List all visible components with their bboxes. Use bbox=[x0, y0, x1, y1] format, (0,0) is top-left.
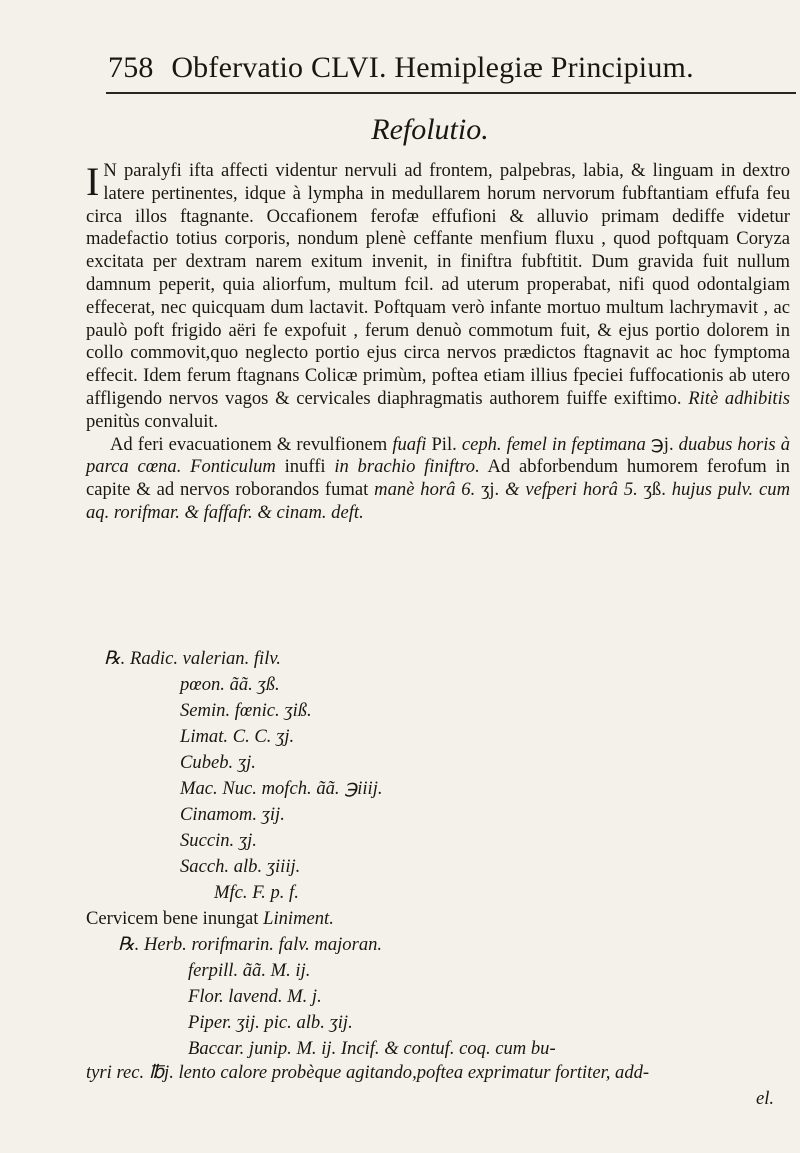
catchword: el. bbox=[756, 1088, 775, 1109]
paragraph-rest: penitùs convaluit. bbox=[86, 410, 219, 432]
text-run: fuafi bbox=[392, 433, 427, 455]
last-line: tyri rec. ℔j. lento calore probèque agitando,poftea exprimatur fortiter, add- bbox=[86, 1062, 650, 1083]
text-run: & vefperi horâ 5. bbox=[505, 479, 638, 501]
body-text bbox=[86, 160, 790, 525]
recipe-line: Mac. Nuc. mofch. ãã. ℈iiij. bbox=[180, 778, 383, 799]
recipe-line: Limat. C. C. ʒj. bbox=[180, 726, 295, 747]
cervicem-lead: Cervicem bene inungat bbox=[86, 908, 264, 929]
text-run: Ad feri evacuationem & revulfionem bbox=[110, 433, 393, 455]
text-run: ʒß. bbox=[637, 479, 672, 501]
text-run: ℈j. bbox=[645, 433, 679, 455]
paragraph-resolution bbox=[86, 160, 790, 434]
section-title: Refolutio. bbox=[371, 113, 489, 146]
recipe-liniment bbox=[86, 934, 790, 1074]
recipe-line: ferpill. ãã. M. ij. bbox=[188, 960, 311, 981]
recipe-line: Mfc. F. p. f. bbox=[214, 882, 299, 903]
running-header bbox=[108, 50, 788, 86]
recipe-line: Semin. fœnic. ʒiß. bbox=[180, 700, 312, 721]
cervicem-italic: Liniment. bbox=[263, 908, 334, 929]
recipe-line: pœon. ãã. ʒß. bbox=[180, 674, 280, 695]
recipe-line: ℞. Radic. valerian. filv. bbox=[104, 648, 281, 669]
text-run bbox=[181, 456, 190, 477]
recipe-line: Sacch. alb. ʒiiij. bbox=[180, 856, 301, 877]
text-run: ceph. femel in feptimana bbox=[461, 433, 646, 455]
text-run: duabus horis à parca cœna. bbox=[86, 433, 790, 478]
text-run: Pil. bbox=[426, 433, 462, 455]
header-rule bbox=[106, 92, 796, 94]
recipe-line: Cinamom. ʒij. bbox=[180, 804, 285, 825]
text-run: inuffi bbox=[275, 456, 335, 478]
text-run: Ad abforbendum humorem ferofum in capite & ad nervos roborandos fumat bbox=[86, 456, 790, 501]
recipe-line: Succin. ʒj. bbox=[180, 830, 257, 851]
running-title: Obfervatio CLVI. Hemiplegiæ Principium. bbox=[171, 51, 694, 84]
text-run: ʒj. bbox=[475, 479, 506, 501]
recipe-line: Piper. ʒij. pic. alb. ʒij. bbox=[188, 1012, 353, 1033]
cervicem-line bbox=[86, 908, 334, 930]
recipe-line: ℞. Herb. rorifmarin. falv. majoran. bbox=[118, 934, 383, 955]
paragraph-prescription bbox=[86, 434, 790, 525]
page-number: 758 bbox=[108, 51, 154, 84]
recipe-line: Flor. lavend. M. j. bbox=[188, 986, 322, 1007]
drop-cap: I bbox=[86, 159, 100, 204]
text-run: hujus pulv. cum aq. rorifmar. & faffafr. & cinam. deft. bbox=[86, 479, 790, 523]
text-run: in brachio finiftro. bbox=[334, 456, 480, 478]
recipe-powder bbox=[86, 648, 790, 928]
paragraph-text: N paralyfi ifta affecti videntur nervuli ad frontem, palpebras, labia, & linguam in dextro latere pertinentes, idque à lympha in medullarem horum nervorum fubftantiam effufa feu circa illos ftagnante. Occafionem ferofæ effufioni & alluvio primam dediffe videtur madefactio totius corporis, nondum plenè ceffante menfium fluxu , quod poftquam Coryza excitata per dextram narem exitum invenit, in finiftra fubftitit. Dum gravida fuit nullum damnum peperit, quia aliorfum, multum fcil. ad uterum properabat, nifi quod odontalgiam effecerat, nec quicquam dum lactavit. Poftquam verò infante mortuo multum lachrymavit , ac paulò poft frigido aëri fe expofuit , ferum denuò commotum fuit, & ejus portio dolorem in collo commovit,quo neglecto portio ejus circa nervos prædictos ftagnavit ac hoc fymptoma effecit. Idem ferum ftagnans Colicæ primùm, poftea etiam illius fpeciei fuffocationis ab utero affligendo nervos vagos & cervicales diaphragmatis authorem fuiffe exiftimo. bbox=[86, 160, 790, 409]
recipe-line: Baccar. junip. M. ij. Incif. & contuf. coq. cum bu- bbox=[188, 1038, 556, 1059]
text-run: manè horâ 6. bbox=[374, 479, 476, 501]
text-run: Fonticulum bbox=[190, 456, 276, 478]
paragraph-italic: Ritè adhibitis bbox=[688, 387, 790, 409]
recipe-line: Cubeb. ʒj. bbox=[180, 752, 256, 773]
